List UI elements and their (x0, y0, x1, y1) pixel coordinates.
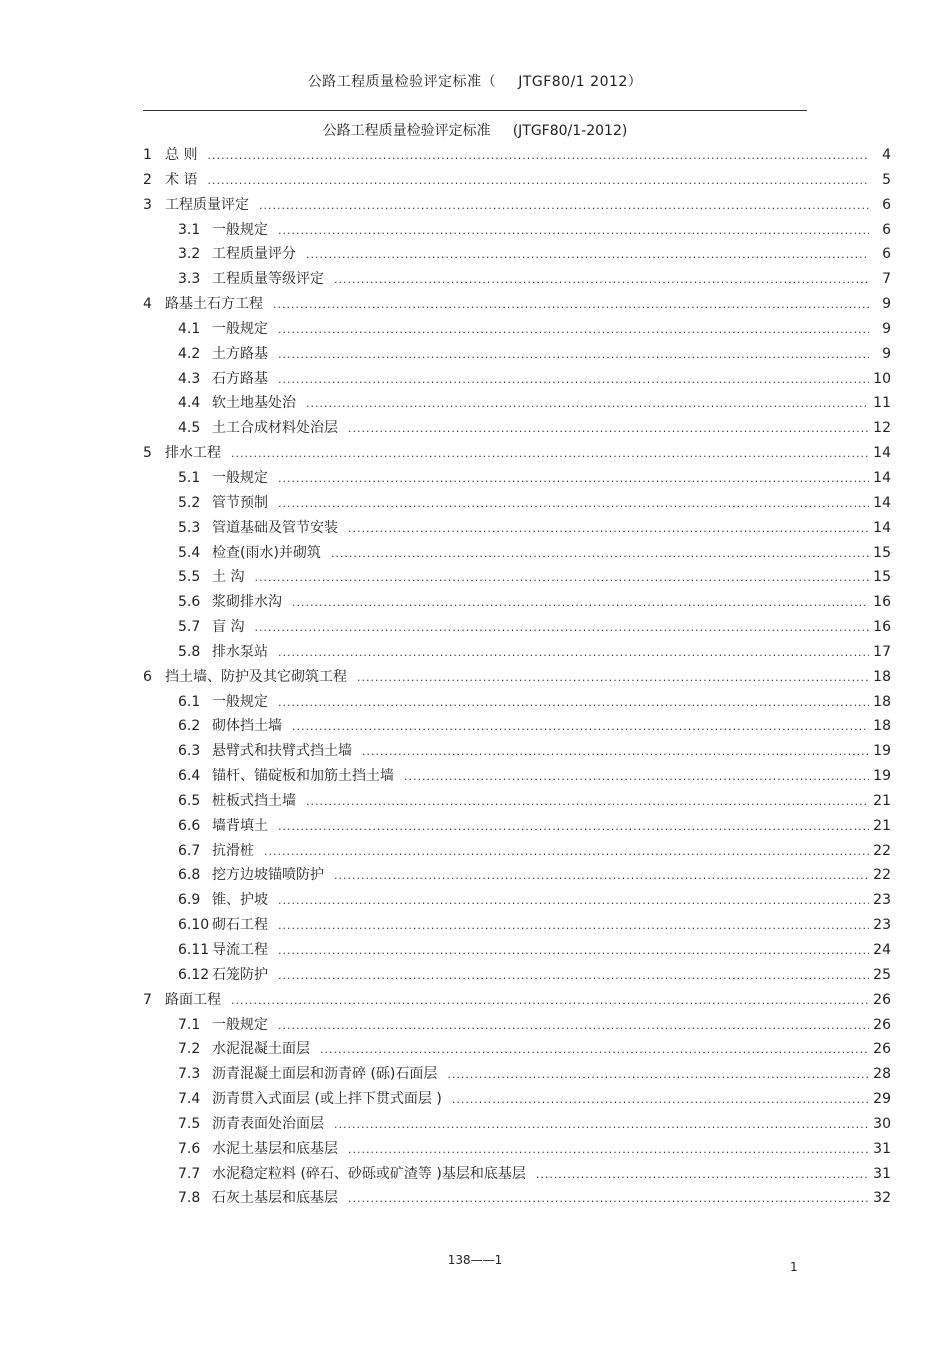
toc-dot-leader (447, 1068, 869, 1081)
toc-entry-label: 石方路基 (212, 370, 268, 387)
toc-entry-label: 砌石工程 (212, 917, 268, 934)
toc-entry-page: 14 (873, 469, 891, 486)
toc-entry-label: 工程质量等级评定 (212, 271, 324, 288)
toc-title (0, 120, 950, 140)
toc-entry[interactable] (143, 1113, 891, 1138)
toc-entry-number: 6.4 (178, 768, 201, 785)
toc-entry[interactable] (143, 790, 891, 815)
toc-entry-number: 7.1 (178, 1016, 201, 1033)
toc-entry-page: 9 (882, 320, 891, 337)
toc-entry-page: 6 (882, 196, 891, 213)
toc-entry-number: 5.4 (178, 544, 201, 561)
toc-entry[interactable] (143, 1138, 891, 1163)
toc-dot-leader (278, 894, 869, 907)
toc-entry-label: 浆砌排水沟 (212, 594, 282, 611)
toc-entry-page: 6 (882, 246, 891, 263)
toc-dot-leader (334, 869, 869, 882)
toc-dot-leader (278, 944, 869, 957)
toc-entry-number: 6.1 (178, 693, 201, 710)
running-header-title: 公路工程质量检验评定标准（ (307, 74, 497, 90)
toc-entry[interactable] (143, 989, 891, 1014)
toc-entry-label: 土方路基 (212, 345, 268, 362)
toc-entry-label: 桩板式挡土墙 (212, 792, 296, 809)
toc-entry-label: 土 沟 (212, 569, 245, 586)
toc-entry-label: 水泥土基层和底基层 (212, 1140, 338, 1157)
toc-dot-leader (278, 348, 869, 361)
toc-dot-leader (278, 820, 869, 833)
toc-entry-number: 5.2 (178, 494, 201, 511)
toc-dot-leader (334, 1118, 869, 1131)
toc-entry-label: 石笼防护 (212, 966, 268, 983)
toc-entry[interactable] (143, 318, 891, 343)
toc-entry-label: 路基土石方工程 (165, 296, 263, 313)
toc-entry-number: 6.7 (178, 842, 201, 859)
toc-entry-number: 5.3 (178, 519, 201, 536)
toc-entry-number: 5.5 (178, 569, 201, 586)
toc-entry-number: 6.11 (178, 942, 210, 958)
toc-entry-number: 4.2 (178, 345, 201, 362)
toc-entry-number: 4.5 (178, 420, 201, 437)
toc-entry-number: 4.3 (178, 370, 201, 387)
toc-entry-page: 15 (873, 544, 891, 561)
toc-entry-page: 7 (882, 271, 891, 288)
toc-entry-number: 7.6 (178, 1140, 201, 1157)
toc-entry-label: 悬臂式和扶臂式挡土墙 (212, 743, 352, 760)
toc-entry-label: 砌体挡土墙 (212, 718, 282, 735)
toc-dot-leader (278, 472, 869, 485)
toc-entry-page: 16 (873, 594, 891, 611)
toc-entry-number: 3.3 (178, 271, 201, 288)
toc-entry[interactable] (143, 840, 891, 865)
toc-entry-page: 26 (873, 1016, 891, 1033)
toc-entry-label: 一般规定 (212, 221, 268, 238)
toc-entry-label: 管道基础及管节安装 (212, 519, 338, 536)
toc-entry-page: 11 (873, 395, 891, 412)
toc-entry-label: 水泥混凝土面层 (212, 1041, 310, 1058)
toc-entry-label: 挖方边坡锚喷防护 (212, 867, 324, 884)
toc-entry-page: 30 (873, 1115, 891, 1132)
toc-entry-number: 7.7 (178, 1165, 201, 1182)
toc-entry[interactable] (143, 467, 891, 492)
toc-entry-label: 锚杆、锚碇板和加筋土挡土墙 (212, 768, 394, 785)
toc-entry[interactable] (143, 1038, 891, 1063)
toc-entry[interactable] (143, 169, 891, 194)
toc-entry-label: 抗滑桩 (212, 842, 254, 859)
toc-dot-leader (292, 596, 869, 609)
toc-entry-number: 6 (143, 668, 152, 685)
toc-entry-page: 26 (873, 991, 891, 1008)
toc-dot-leader (348, 1192, 869, 1205)
toc-entry-page: 9 (882, 296, 891, 313)
toc-entry-number: 3.2 (178, 246, 201, 263)
toc-dot-leader (452, 1093, 869, 1106)
toc-entry-page: 22 (873, 867, 891, 884)
toc-entry-page: 14 (873, 494, 891, 511)
toc-entry-page: 14 (873, 519, 891, 536)
toc-entry[interactable] (143, 964, 891, 989)
toc-entry-page: 21 (873, 817, 891, 834)
toc-dot-leader (357, 671, 869, 684)
toc-entry-number: 7 (143, 991, 152, 1008)
toc-entry[interactable] (143, 144, 891, 169)
toc-dot-leader (231, 994, 869, 1007)
toc-entry-number: 2 (143, 171, 152, 188)
toc-entry[interactable] (143, 616, 891, 641)
toc-entry-label: 土工合成材料处治层 (212, 420, 338, 437)
toc-entry-page: 10 (873, 370, 891, 387)
toc-entry-number: 4.4 (178, 395, 201, 412)
toc-entry[interactable] (143, 939, 891, 964)
toc-entry[interactable] (143, 417, 891, 442)
toc-entry[interactable] (143, 492, 891, 517)
toc-entry-number: 5.8 (178, 643, 201, 660)
toc-entry-number: 7.4 (178, 1091, 201, 1108)
toc-entry-number: 5.6 (178, 594, 201, 611)
toc-dot-leader (320, 1043, 869, 1056)
toc-entry[interactable] (143, 889, 891, 914)
toc-entry-label: 检查(雨水)并砌筑 (212, 544, 321, 561)
toc-title-code: (JTGF80/1-2012) (512, 123, 628, 139)
toc-entry-label: 盲 沟 (212, 619, 245, 636)
toc-entry-page: 31 (873, 1165, 891, 1182)
toc-entry-page: 18 (873, 718, 891, 735)
toc-entry[interactable] (143, 765, 891, 790)
toc-dot-leader (278, 497, 869, 510)
toc-entry-label: 一般规定 (212, 469, 268, 486)
toc-dot-leader (348, 522, 869, 535)
toc-entry[interactable] (143, 442, 891, 467)
footer-page-label: 138——1 (447, 1253, 503, 1267)
toc-entry-page: 9 (882, 345, 891, 362)
toc-entry[interactable] (143, 740, 891, 765)
toc-dot-leader (278, 696, 869, 709)
toc-dot-leader (278, 919, 869, 932)
toc-entry-page: 19 (873, 743, 891, 760)
toc-entry-page: 32 (873, 1190, 891, 1207)
toc-entry-label: 锥、护坡 (212, 892, 268, 909)
toc-dot-leader (306, 795, 869, 808)
toc-entry-number: 6.6 (178, 817, 201, 834)
toc-dot-leader (536, 1168, 869, 1181)
toc-dot-leader (306, 248, 869, 261)
toc-entry-page: 25 (873, 966, 891, 983)
toc-dot-leader (278, 224, 869, 237)
toc-entry[interactable] (143, 815, 891, 840)
toc-dot-leader (292, 720, 869, 733)
toc-entry-label: 工程质量评分 (212, 246, 296, 263)
toc-entry[interactable] (143, 268, 891, 293)
toc-entry-label: 总 则 (165, 147, 198, 163)
toc-entry-page: 6 (882, 221, 891, 238)
toc-entry-number: 5.7 (178, 619, 201, 636)
toc-entry-page: 14 (873, 445, 891, 462)
toc-entry[interactable] (143, 1163, 891, 1188)
toc-entry[interactable] (143, 864, 891, 889)
toc-entry-page: 15 (873, 569, 891, 586)
toc-entry[interactable] (143, 691, 891, 716)
toc-entry-page: 24 (873, 942, 891, 958)
toc-entry-number: 6.2 (178, 718, 201, 735)
toc-entry-label: 水泥稳定粒料 (碎石、砂砾或矿渣等 )基层和底基层 (212, 1165, 526, 1182)
toc-entry[interactable] (143, 293, 891, 318)
toc-entry-page: 18 (873, 668, 891, 685)
toc-entry[interactable] (143, 542, 891, 567)
toc-entry-number: 1 (143, 147, 152, 163)
toc-entry-page: 31 (873, 1140, 891, 1157)
toc-entry[interactable] (143, 343, 891, 368)
toc-entry-label: 导流工程 (212, 942, 268, 958)
toc-entry-page: 22 (873, 842, 891, 859)
toc-entry-number: 6.9 (178, 892, 201, 909)
toc-entry-label: 石灰土基层和底基层 (212, 1190, 338, 1207)
toc-entry[interactable] (143, 1187, 891, 1212)
toc-entry-number: 3 (143, 196, 152, 213)
toc-entry[interactable] (143, 715, 891, 740)
toc-entry-label: 软土地基处治 (212, 395, 296, 412)
toc-dot-leader (278, 1019, 869, 1032)
toc-dot-leader (278, 969, 869, 982)
toc-title-text: 公路工程质量检验评定标准 (322, 123, 491, 139)
toc-entry[interactable] (143, 1014, 891, 1039)
toc-entry-label: 排水泵站 (212, 643, 268, 660)
toc-entry-page: 28 (873, 1066, 891, 1083)
toc-entry-page: 4 (882, 147, 891, 163)
toc-entry-label: 一般规定 (212, 320, 268, 337)
toc-entry-number: 6.10 (178, 917, 210, 934)
toc-dot-leader (331, 547, 869, 560)
toc-entry[interactable] (143, 1088, 891, 1113)
toc-entry-label: 沥青混凝土面层和沥青碎 (砾)石面层 (212, 1066, 438, 1083)
toc-dot-leader (306, 397, 869, 410)
toc-entry-number: 6.8 (178, 867, 201, 884)
toc-entry-label: 墙背填土 (212, 817, 268, 834)
toc-entry-number: 4.1 (178, 320, 201, 337)
toc-dot-leader (207, 174, 869, 187)
toc-entry-label: 挡土墙、防护及其它砌筑工程 (165, 668, 347, 685)
toc-entry-number: 5.1 (178, 469, 201, 486)
toc-entry-label: 路面工程 (165, 991, 221, 1008)
toc-entry[interactable] (143, 194, 891, 219)
toc-dot-leader (334, 273, 869, 286)
running-header (0, 71, 950, 91)
toc-entry[interactable] (143, 243, 891, 268)
toc-entry-label: 术 语 (165, 171, 198, 188)
toc-entry-page: 17 (873, 643, 891, 660)
toc-dot-leader (278, 373, 869, 386)
toc-entry-number: 7.5 (178, 1115, 201, 1132)
toc-entry-label: 排水工程 (165, 445, 221, 462)
toc-entry[interactable] (143, 566, 891, 591)
toc-entry[interactable] (143, 517, 891, 542)
header-divider (143, 110, 807, 111)
toc-entry-page: 26 (873, 1041, 891, 1058)
toc-entry[interactable] (143, 1063, 891, 1088)
toc-entry[interactable] (143, 666, 891, 691)
toc-dot-leader (231, 447, 869, 460)
toc-entry-number: 7.3 (178, 1066, 201, 1083)
toc-entry-page: 16 (873, 619, 891, 636)
toc-dot-leader (254, 621, 869, 634)
toc-entry-page: 12 (873, 420, 891, 437)
toc-entry-number: 5 (143, 445, 152, 462)
toc-dot-leader (278, 646, 869, 659)
toc-entry[interactable] (143, 914, 891, 939)
toc-dot-leader (348, 422, 869, 435)
toc-dot-leader (264, 845, 869, 858)
toc-dot-leader (348, 1143, 869, 1156)
toc-entry-label: 一般规定 (212, 1016, 268, 1033)
running-header-code: JTGF80/1 2012） (518, 74, 643, 90)
toc-dot-leader (273, 298, 869, 311)
toc-entry[interactable] (143, 392, 891, 417)
toc-dot-leader (254, 571, 869, 584)
toc-entry-number: 3.1 (178, 221, 201, 238)
toc-entry-page: 29 (873, 1091, 891, 1108)
toc-dot-leader (207, 149, 869, 162)
toc-entry-number: 6.5 (178, 792, 201, 809)
toc-dot-leader (404, 770, 869, 783)
toc-entry[interactable] (143, 219, 891, 244)
toc-entry-number: 6.3 (178, 743, 201, 760)
table-of-contents (143, 144, 891, 1212)
toc-entry-number: 4 (143, 296, 152, 313)
toc-entry-page: 23 (873, 917, 891, 934)
toc-entry-label: 沥青贯入式面层 (或上拌下贯式面层 ) (212, 1091, 442, 1108)
toc-dot-leader (362, 745, 869, 758)
toc-entry-label: 工程质量评定 (165, 196, 249, 213)
page-number: 1 (790, 1260, 798, 1274)
toc-entry-label: 沥青表面处治面层 (212, 1115, 324, 1132)
toc-dot-leader (259, 199, 869, 212)
toc-entry[interactable] (143, 368, 891, 393)
toc-entry-number: 7.8 (178, 1190, 201, 1207)
toc-entry-number: 6.12 (178, 966, 210, 983)
toc-entry-page: 5 (882, 171, 891, 188)
toc-entry-page: 23 (873, 892, 891, 909)
toc-entry-page: 18 (873, 693, 891, 710)
toc-entry-label: 一般规定 (212, 693, 268, 710)
toc-dot-leader (278, 323, 869, 336)
toc-entry-page: 21 (873, 792, 891, 809)
toc-entry[interactable] (143, 591, 891, 616)
toc-entry[interactable] (143, 641, 891, 666)
toc-entry-number: 7.2 (178, 1041, 201, 1058)
toc-entry-page: 19 (873, 768, 891, 785)
toc-entry-label: 管节预制 (212, 494, 268, 511)
